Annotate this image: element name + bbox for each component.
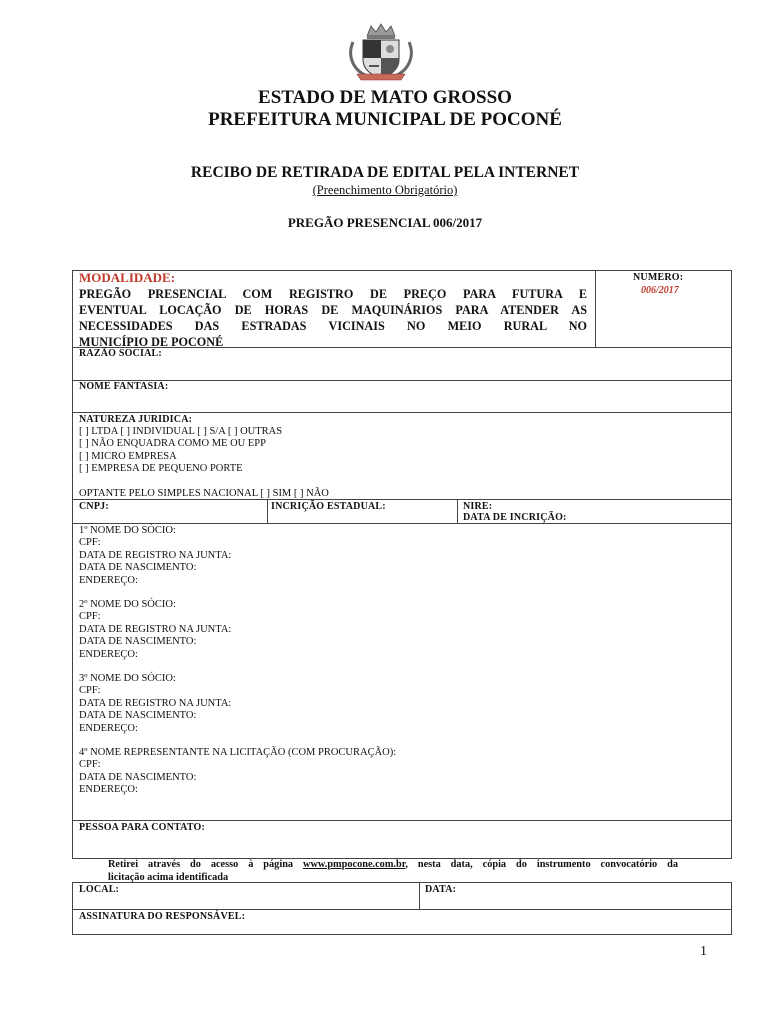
socio-3-registro: DATA DE REGISTRO NA JUNTA:	[79, 697, 232, 709]
socio-1-block	[79, 525, 231, 587]
socio-2-endereco: ENDEREÇO:	[79, 648, 138, 660]
socio-3-nascimento: DATA DE NASCIMENTO:	[79, 710, 197, 722]
representante-name: 4º NOME REPRESENTANTE NA LICITAÇÃO (COM PROCURAÇÃO):	[79, 747, 397, 758]
city-hall-title: PREFEITURA MUNICIPAL DE POCONÉ	[208, 109, 562, 130]
natureza-option-3[interactable]: [ ] MICRO EMPRESA	[79, 450, 177, 462]
natureza-title: NATUREZA JURIDICA:	[79, 414, 193, 425]
nome-fantasia-field[interactable]	[200, 381, 720, 411]
local-label: LOCAL:	[79, 884, 120, 895]
data-label: DATA:	[425, 884, 457, 895]
socio-1-nascimento: DATA DE NASCIMENTO:	[79, 562, 197, 574]
nome-fantasia-label: NOME FANTASIA:	[79, 381, 169, 392]
socio-3-cpf: CPF:	[79, 685, 101, 697]
assinatura-label: ASSINATURA DO RESPONSÁVEL:	[79, 911, 246, 922]
optante-simples[interactable]: OPTANTE PELO SIMPLES NACIONAL [ ] SIM [ ] NÃO	[79, 488, 329, 499]
socio-1-endereco: ENDEREÇO:	[79, 574, 138, 586]
page-number: 1	[700, 944, 707, 959]
socio-1-cpf: CPF:	[79, 537, 101, 549]
required-note: (Preenchimento Obrigatório)	[312, 183, 458, 197]
socio-3-name: 3º NOME DO SÓCIO:	[79, 673, 176, 684]
natureza-options	[79, 426, 282, 476]
receipt-title: RECIBO DE RETIRADA DE EDITAL PELA INTERNET	[190, 164, 580, 181]
data-inscricao-label: DATA DE INCRIÇÃO:	[463, 512, 567, 523]
socio-3-block	[79, 673, 231, 735]
coat-of-arms-logo	[343, 22, 419, 82]
pmpocone-link[interactable]: www.pmpocone.com.br	[303, 859, 406, 870]
socio-2-block	[79, 599, 231, 661]
natureza-option-2[interactable]: [ ] NÃO ENQUADRA COMO ME OU EPP	[79, 438, 266, 450]
cnpj-label: CNPJ:	[79, 501, 109, 512]
socio-3-endereco: ENDEREÇO:	[79, 722, 138, 734]
socio-2-registro: DATA DE REGISTRO NA JUNTA:	[79, 623, 232, 635]
modalidade-label: MODALIDADE:	[79, 270, 176, 285]
contato-label: PESSOA PARA CONTATO:	[79, 822, 206, 833]
socio-1-name: 1º NOME DO SÓCIO:	[79, 525, 176, 536]
razao-social-label: RAZÃO SOCIAL:	[79, 348, 162, 359]
representante-nascimento: DATA DE NASCIMENTO:	[79, 771, 197, 783]
socio-2-name: 2º NOME DO SÓCIO:	[79, 599, 176, 610]
numero-value: 006/2017	[641, 285, 679, 296]
socio-1-registro: DATA DE REGISTRO NA JUNTA:	[79, 549, 232, 561]
modalidade-description: PREGÃO PRESENCIAL COM REGISTRO DE PREÇO PARA FUTURA E EVENTUAL LOCAÇÃO DE HORAS DE MAQUINÁRIOS PARA ATENDER AS NECESSIDADES DAS ESTRADAS VICINAIS NO MEIO RURAL NO MUNICÍPIO DE POCONÉ	[79, 287, 587, 349]
contato-field[interactable]	[210, 822, 720, 856]
auction-title: PREGÃO PRESENCIAL 006/2017	[287, 215, 483, 230]
inscricao-estadual-label: INCRIÇÃO ESTADUAL:	[271, 501, 386, 512]
representante-cpf: CPF:	[79, 759, 101, 771]
socio-2-cpf: CPF:	[79, 611, 101, 623]
razao-social-field[interactable]	[200, 348, 720, 378]
representante-block	[79, 747, 396, 797]
natureza-option-1[interactable]: [ ] LTDA [ ] INDIVIDUAL [ ] S/A [ ] OUTRAS	[79, 426, 283, 437]
socio-2-nascimento: DATA DE NASCIMENTO:	[79, 636, 197, 648]
nire-label: NIRE:	[463, 501, 493, 512]
representante-endereco: ENDEREÇO:	[79, 784, 138, 796]
natureza-option-4[interactable]: [ ] EMPRESA DE PEQUENO PORTE	[79, 463, 243, 475]
numero-label: NUMERO:	[633, 272, 684, 283]
retirei-statement: Retirei através do acesso à página www.pmpocone.com.br, nesta data, cópia do instrumento convocatório da licitação acima identificada	[108, 859, 678, 883]
state-title: ESTADO DE MATO GROSSO	[258, 87, 512, 108]
